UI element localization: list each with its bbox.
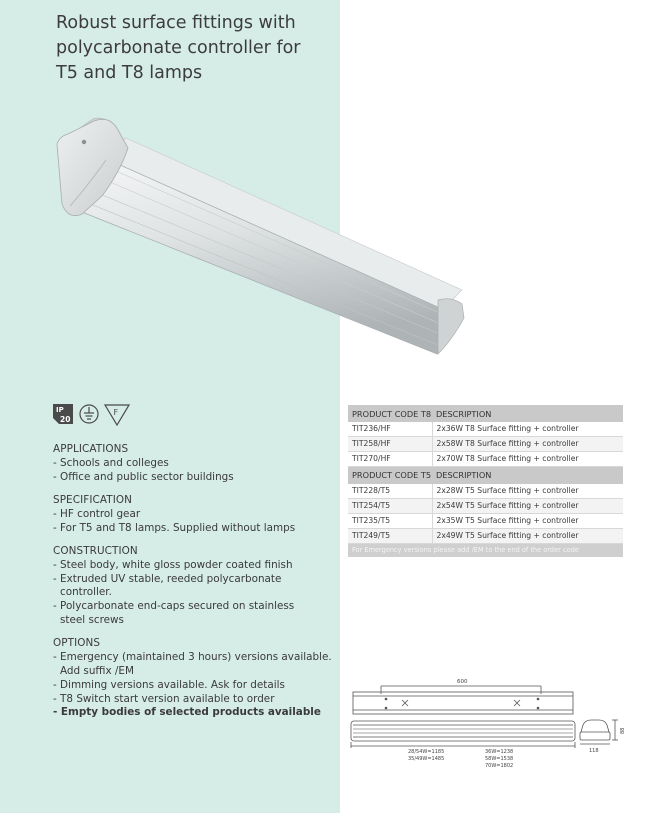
- earth-icon: [80, 405, 98, 423]
- list-item: [53, 651, 338, 679]
- table-row: [348, 422, 623, 437]
- list-item-text: - Extruded UV stable, reeded polycarbonate: [53, 572, 282, 585]
- drawing-top-view: [353, 686, 573, 714]
- description-cell: 2x70W T8 Surface fitting + controller: [432, 452, 623, 467]
- product-code-cell: TIT228/T5: [348, 484, 432, 499]
- section-heading: OPTIONS: [53, 637, 101, 650]
- product-code-cell: TIT235/T5: [348, 513, 432, 528]
- header-product-code: PRODUCT CODE T8: [348, 405, 432, 422]
- ip-label: IP: [56, 406, 64, 414]
- list-item: [53, 600, 338, 628]
- dimension-118-label: 118: [589, 748, 599, 754]
- product-code-cell: TIT270/HF: [348, 452, 432, 467]
- list-item: [53, 573, 338, 601]
- section-list: [53, 508, 338, 536]
- length-t8-3: 70W=1802: [485, 763, 514, 769]
- section-list: [53, 651, 338, 720]
- f-mark-letter: F: [113, 408, 119, 417]
- list-item-continuation: steel screws: [60, 613, 124, 626]
- header-description: DESCRIPTION: [432, 405, 623, 422]
- list-item: [53, 706, 338, 720]
- section-construction: [53, 545, 338, 628]
- description-cell: 2x58W T8 Surface fitting + controller: [432, 437, 623, 452]
- list-item-text: - Emergency (maintained 3 hours) versions available.: [53, 651, 332, 664]
- feature-sections: [53, 443, 338, 730]
- product-code-table: [348, 405, 623, 557]
- length-t8-1: 36W=1238: [485, 749, 514, 755]
- list-item-text: - Office and public sector buildings: [53, 470, 234, 483]
- drawing-side-view: [351, 721, 575, 748]
- dimension-600-label: 600: [457, 679, 468, 685]
- section-heading: APPLICATIONS: [53, 443, 129, 455]
- table-row: [348, 513, 623, 528]
- list-item: [53, 471, 338, 485]
- page-title: [56, 11, 336, 86]
- list-item: [53, 559, 338, 573]
- list-item-text: - HF control gear: [53, 507, 141, 520]
- section-list: [53, 559, 338, 628]
- length-t5-1: 28/54W=1185: [408, 749, 445, 755]
- ip-rating-icon: [53, 404, 73, 424]
- list-item: [53, 679, 338, 693]
- dimension-drawing: [345, 672, 645, 772]
- list-item: [53, 457, 338, 471]
- table-row: [348, 437, 623, 452]
- product-code-cell: TIT258/HF: [348, 437, 432, 452]
- emergency-footnote: For Emergency versions please add /EM to the end of the order code: [348, 543, 623, 557]
- list-item-continuation: Add suffix /EM: [60, 664, 134, 677]
- drawing-end-view: [580, 720, 618, 744]
- list-item: [53, 522, 338, 536]
- section-applications: [53, 443, 338, 484]
- list-item: [53, 693, 338, 707]
- section-heading: CONSTRUCTION: [53, 544, 138, 557]
- list-item-text: - Schools and colleges: [53, 456, 169, 469]
- product-code-cell: TIT236/HF: [348, 422, 432, 437]
- list-item-text: - T8 Switch start version available to order: [53, 692, 275, 705]
- section-list: [53, 457, 338, 485]
- description-cell: 2x35W T5 Surface fitting + controller: [432, 513, 623, 528]
- section-heading: SPECIFICATION: [53, 493, 133, 506]
- description-cell: 2x36W T8 Surface fitting + controller: [432, 422, 623, 437]
- description-cell: 2x49W T5 Surface fitting + controller: [432, 528, 623, 543]
- list-item: [53, 508, 338, 522]
- luminaire-product-image: [0, 100, 480, 380]
- certification-icons: [53, 402, 143, 426]
- table-header-row: [348, 467, 623, 484]
- length-t5-2: 35/49W=1485: [408, 756, 445, 762]
- title-line-1: Robust surface fittings with: [56, 13, 296, 33]
- dimension-88-label: 88: [620, 727, 626, 734]
- description-cell: 2x54W T5 Surface fitting + controller: [432, 498, 623, 513]
- title-line-2: polycarbonate controller for: [56, 38, 301, 58]
- product-code-cell: TIT254/T5: [348, 498, 432, 513]
- product-code-cell: TIT249/T5: [348, 528, 432, 543]
- title-line-3: T5 and T8 lamps: [56, 63, 203, 83]
- description-cell: 2x28W T5 Surface fitting + controller: [432, 484, 623, 499]
- list-item-text: - For T5 and T8 lamps. Supplied without lamps: [53, 521, 296, 534]
- section-options: [53, 637, 338, 720]
- list-item-text: - Steel body, white gloss powder coated finish: [53, 558, 293, 571]
- list-item-text: - Empty bodies of selected products available: [53, 706, 321, 719]
- list-item-text: - Dimming versions available. Ask for details: [53, 678, 285, 691]
- f-mark-icon: [105, 405, 129, 425]
- luminaire-body: [57, 118, 464, 354]
- table-row: [348, 498, 623, 513]
- table-header-row: [348, 405, 623, 422]
- header-description: DESCRIPTION: [432, 467, 623, 484]
- table-row: [348, 528, 623, 543]
- section-specification: [53, 494, 338, 535]
- list-item-continuation: controller.: [60, 586, 112, 599]
- header-product-code: PRODUCT CODE T5: [348, 467, 432, 484]
- table-row: [348, 484, 623, 499]
- length-t8-2: 58W=1538: [485, 756, 514, 762]
- ip-value: 20: [60, 415, 71, 424]
- table-row: [348, 452, 623, 467]
- table-footnote-row: [348, 543, 623, 557]
- list-item-text: - Polycarbonate end-caps secured on stainless: [53, 600, 295, 613]
